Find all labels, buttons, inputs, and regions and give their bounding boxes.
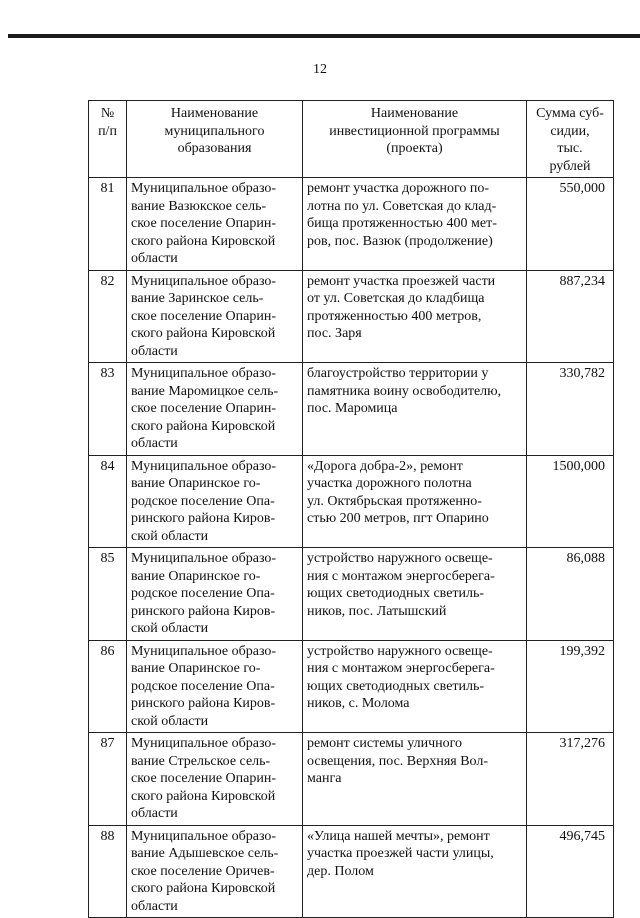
subsidy-table [88,100,614,918]
cell-amount: 199,392 [527,640,614,733]
cell-program: «Улица нашей мечты», ремонт участка проезжей части улицы, дер. Полом [303,825,527,918]
cell-num: 82 [89,270,127,363]
table-row [89,363,614,456]
cell-municipality: Муниципальное образо- вание Стрельское сель- ское поселение Опарин- ского района Кировской области [127,733,303,826]
header-program: Наименование инвестиционной программы (проекта) [303,101,527,178]
cell-amount: 887,234 [527,270,614,363]
table-header-row [89,101,614,178]
table-row [89,548,614,641]
table-row [89,825,614,918]
cell-municipality: Муниципальное образо- вание Опаринское го- родское поселение Опа- ринского района Киров- ской области [127,640,303,733]
table-row [89,640,614,733]
cell-municipality: Муниципальное образо- вание Опаринское го- родское поселение Опа- ринского района Киров- ской области [127,455,303,548]
cell-program: ремонт системы уличного освещения, пос. Верхняя Вол- манга [303,733,527,826]
page-number: 12 [313,62,327,77]
cell-num: 85 [89,548,127,641]
cell-program: устройство наружного освеще- ния с монтажом энергосберега- ющих светодиодных светиль- ников, с. Молома [303,640,527,733]
cell-municipality: Муниципальное образо- вание Опаринское го- родское поселение Опа- ринского района Киров- ской области [127,548,303,641]
cell-program: благоустройство территории у памятника воину освободителю, пос. Маромица [303,363,527,456]
header-municipality: Наименование муниципального образования [127,101,303,178]
table-row [89,455,614,548]
cell-program: ремонт участка проезжей части от ул. Советская до кладбища протяженностью 400 метров, пос. Заря [303,270,527,363]
header-amount: Сумма суб- сидии, тыс. рублей [527,101,614,178]
cell-program: устройство наружного освеще- ния с монтажом энергосберега- ющих светодиодных светиль- ников, пос. Латышский [303,548,527,641]
cell-num: 88 [89,825,127,918]
table-row [89,178,614,271]
cell-amount: 1500,000 [527,455,614,548]
table-row [89,733,614,826]
cell-amount: 496,745 [527,825,614,918]
cell-num: 83 [89,363,127,456]
table-row [89,270,614,363]
cell-num: 84 [89,455,127,548]
cell-num: 86 [89,640,127,733]
top-rule [8,34,640,38]
cell-amount: 550,000 [527,178,614,271]
cell-num: 81 [89,178,127,271]
cell-num: 87 [89,733,127,826]
cell-municipality: Муниципальное образо- вание Заринское сель- ское поселение Опарин- ского района Кировской области [127,270,303,363]
cell-program: ремонт участка дорожного по- лотна по ул. Советская до клад- бища протяженностью 400 мет- ров, пос. Вазюк (продолжение) [303,178,527,271]
cell-amount: 317,276 [527,733,614,826]
cell-municipality: Муниципальное образо- вание Вазюкское сель- ское поселение Опарин- ского района Кировской области [127,178,303,271]
cell-amount: 86,088 [527,548,614,641]
cell-program: «Дорога добра-2», ремонт участка дорожного полотна ул. Октябрьская протяженно- стью 200 метров, пгт Опарино [303,455,527,548]
cell-municipality: Муниципальное образо- вание Адышевское сель- ское поселение Оричев- ского района Кировской области [127,825,303,918]
cell-municipality: Муниципальное образо- вание Маромицкое сель- ское поселение Опарин- ского района Кировской области [127,363,303,456]
cell-amount: 330,782 [527,363,614,456]
header-num: № п/п [89,101,127,178]
